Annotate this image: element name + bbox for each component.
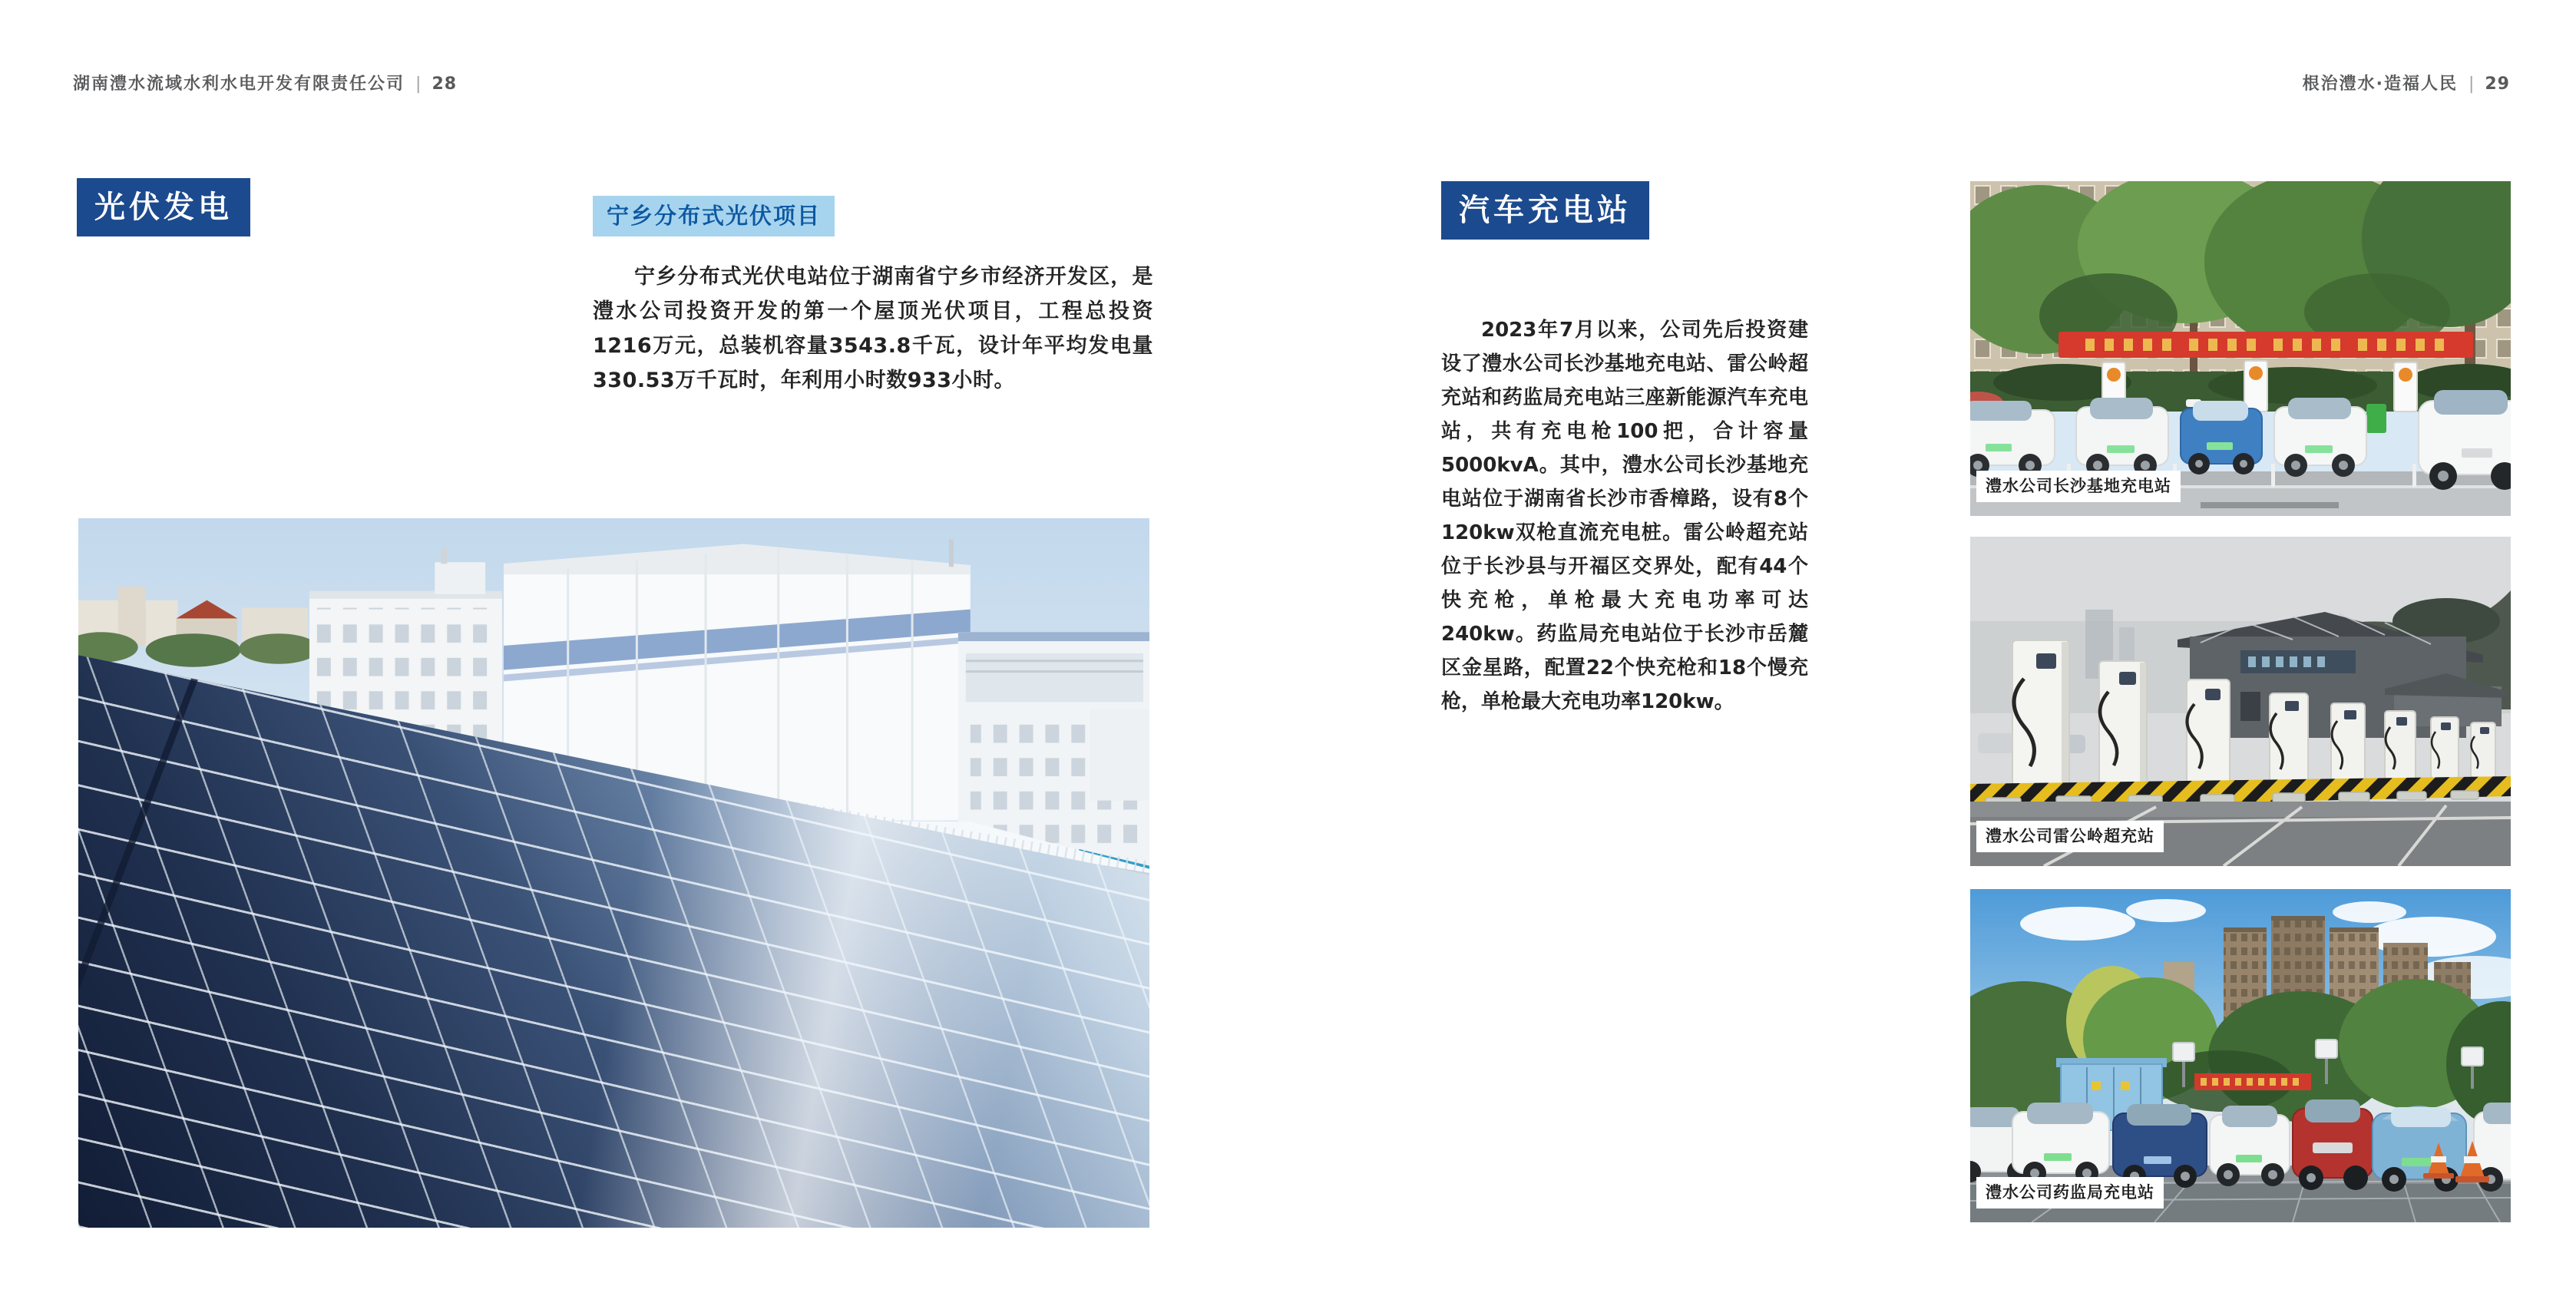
photo-caption: 澧水公司长沙基地充电站 [1976, 471, 2181, 502]
yaojianju-station-illustration [1970, 889, 2511, 1222]
charging-section-title: 汽车充电站 [1441, 181, 1649, 240]
company-name: 湖南澧水流域水利水电开发有限责任公司 [73, 74, 405, 94]
opening-banner [2058, 332, 2473, 358]
leigongling-station-photo [1970, 537, 2511, 866]
page-number-left: 28 [432, 74, 458, 94]
header-divider: | [2468, 74, 2475, 94]
charging-paragraph: 2023年7月以来，公司先后投资建设了澧水公司长沙基地充电站、雷公岭超充站和药监局充电站三座新能源汽车充电站，共有充电枪100把，合计容量5000kvA。其中，澧水公司长沙基地充电站位于湖南省长沙市香樟路，设有8个120kw双枪直流充电桩。雷公岭超充站位于长沙县与开福区交界处，配有44个快充枪，单枪最大充电功率可达240kw。药监局充电站位于长沙市岳麓区金星路，配置22个快充枪和18个慢充枪，单枪最大充电功率120kw。 [1441, 319, 1808, 713]
leigongling-station-illustration [1970, 537, 2511, 866]
slogan: 根治澧水·造福人民 [2302, 74, 2458, 94]
right-page-header [2303, 71, 2510, 94]
changsha-base-station-photo [1970, 181, 2511, 516]
page-number-right: 29 [2485, 74, 2510, 94]
changsha-station-illustration [1970, 181, 2511, 516]
pv-section-title: 光伏发电 [77, 178, 250, 236]
trash-bin [2366, 404, 2386, 433]
panel-array-walkway [78, 637, 213, 1228]
far-right-building [1090, 709, 1149, 801]
left-page-header [73, 71, 457, 94]
pv-paragraph: 宁乡分布式光伏电站位于湖南省宁乡市经济开发区，是澧水公司投资开发的第一个屋顶光伏项目，工程总投资1216万元，总装机容量3543.8千瓦，设计年平均发电量330.53万千瓦时，年利用小时数933小时。 [593, 265, 1153, 392]
pv-subsection-title: 宁乡分布式光伏项目 [593, 196, 835, 236]
distant-town [78, 587, 319, 667]
photo-caption: 澧水公司药监局充电站 [1976, 1177, 2164, 1208]
photo-caption: 澧水公司雷公岭超充站 [1976, 821, 2164, 852]
rooftop-solar-photo [78, 518, 1149, 1228]
ceremony-banner [2194, 1073, 2311, 1090]
header-divider: | [415, 74, 422, 94]
yaojianju-station-photo [1970, 889, 2511, 1222]
